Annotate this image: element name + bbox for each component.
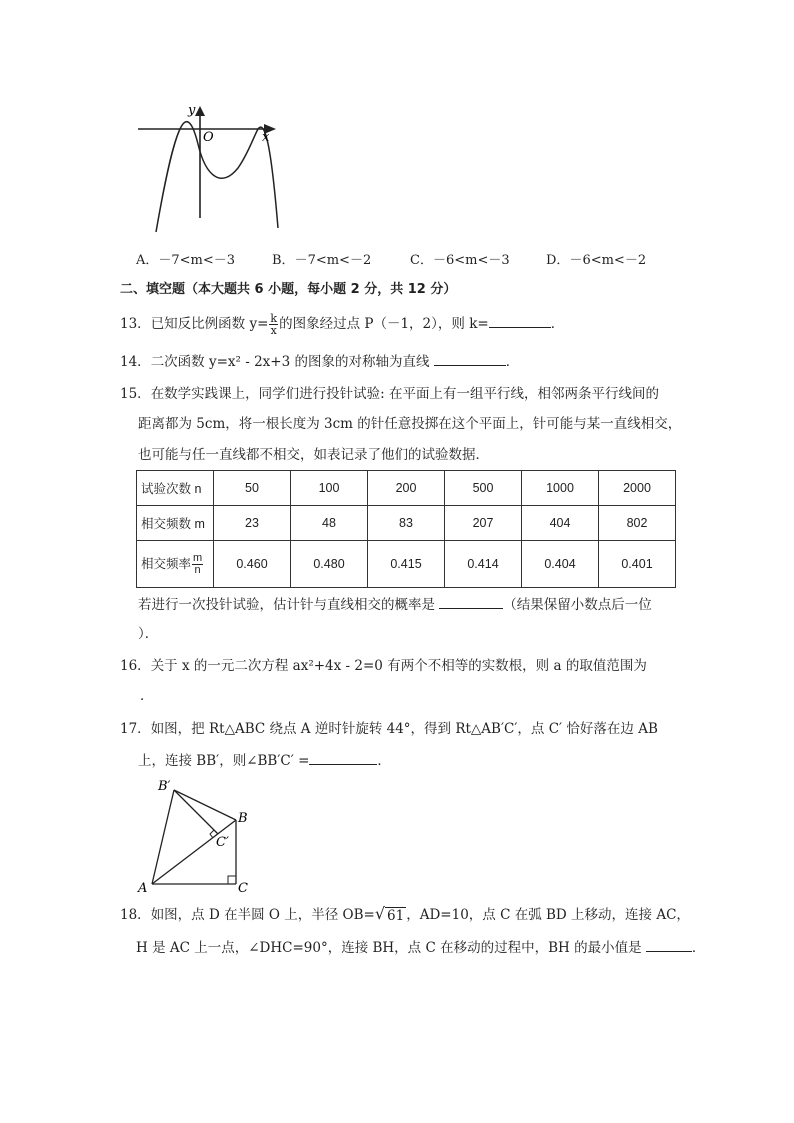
option-letter: B． xyxy=(272,253,295,268)
label-A: A xyxy=(138,881,148,896)
table-cell: 1000 xyxy=(522,471,599,506)
y-axis-arrow xyxy=(195,106,205,116)
table-cell: 802 xyxy=(599,506,676,541)
table-row xyxy=(137,471,676,506)
option-d[interactable] xyxy=(546,249,646,268)
right-angle-c xyxy=(228,876,236,884)
parabola-graph xyxy=(130,96,290,236)
row-label-hits: 相交频数 m xyxy=(137,506,214,541)
question-15-line3: 也可能与任一直线都不相交，如表记录了他们的试验数据． xyxy=(138,447,489,463)
table-cell: 2000 xyxy=(599,471,676,506)
table-cell: 83 xyxy=(368,506,445,541)
question-16-line1 xyxy=(120,656,647,676)
q13-pre: 已知反比例函数 y= xyxy=(150,316,269,332)
table-cell: 0.404 xyxy=(522,541,599,588)
frac-den: n xyxy=(194,563,201,576)
question-15-line2: 距离都为 5cm，将一根长度为 3cm 的针任意投掷在这个平面上，针可能与某一直线相交， xyxy=(138,416,682,432)
question-13 xyxy=(120,313,564,336)
question-17-line2 xyxy=(138,750,391,771)
option-letter: A． xyxy=(136,253,159,268)
experiment-table xyxy=(136,470,676,588)
question-number: 14． xyxy=(120,354,151,370)
question-number: 16． xyxy=(120,658,151,674)
question-15-after2: ）． xyxy=(138,626,159,642)
radicand: 61 xyxy=(387,908,405,924)
table-cell: 48 xyxy=(291,506,368,541)
q17-line2: 上，连接 BB′，则∠BB′C′ = xyxy=(138,753,310,769)
question-number: 17． xyxy=(120,721,151,737)
answer-blank-17[interactable] xyxy=(309,750,377,765)
frac-num: k xyxy=(270,312,278,325)
question-15-line1 xyxy=(120,384,659,404)
table-cell: 100 xyxy=(291,471,368,506)
q13-end: ． xyxy=(550,316,565,332)
label-C: C xyxy=(238,881,248,896)
question-16-line2: ． xyxy=(140,688,154,704)
label-B: B xyxy=(238,811,248,826)
option-c[interactable] xyxy=(410,249,510,268)
row-label-trials: 试验次数 n xyxy=(137,471,214,506)
q17-line1: 如图，把 Rt△ABC 绕点 A 逆时针旋转 44°，得到 Rt△AB′C′，点 C′ 恰好落在边 AB xyxy=(150,721,658,737)
origin-label: O xyxy=(203,130,214,145)
rotation-figure xyxy=(130,774,260,898)
segment-BB-prime xyxy=(174,790,236,820)
q18-line1a: 如图，点 D 在半圆 O 上，半径 OB= xyxy=(150,907,375,923)
table-cell: 207 xyxy=(445,506,522,541)
option-b[interactable] xyxy=(272,249,371,268)
q18-end: ． xyxy=(691,940,706,956)
table-cell: 23 xyxy=(214,506,291,541)
q15-line1: 在数学实践课上，同学们进行投针试验: 在平面上有一组平行线，相邻两条平行线间的 xyxy=(150,386,660,402)
table-cell: 404 xyxy=(522,506,599,541)
q15-after1: 若进行一次投针试验，估计针与直线相交的概率是 xyxy=(138,597,435,613)
option-text: －6<m<－2 xyxy=(569,253,647,268)
table-cell: 0.415 xyxy=(368,541,445,588)
q14-text: 二次函数 y=x² - 2x+3 的图象的对称轴为直线 xyxy=(150,354,430,370)
question-18-line2 xyxy=(136,937,705,958)
answer-blank-13[interactable] xyxy=(489,313,551,328)
graph-curve xyxy=(156,122,278,232)
table-cell: 50 xyxy=(214,471,291,506)
option-a[interactable] xyxy=(136,249,235,268)
question-number: 18． xyxy=(120,907,151,923)
table-row xyxy=(137,506,676,541)
table-cell: 0.480 xyxy=(291,541,368,588)
question-18-line1 xyxy=(120,904,690,925)
freq-label: 相交频率 xyxy=(141,556,192,571)
row-label-frequency xyxy=(137,541,214,588)
q15-after1b: （结果保留小数点后一位 xyxy=(503,597,652,613)
question-number: 13． xyxy=(120,316,151,332)
q17-end: ． xyxy=(377,753,391,769)
fraction-m-over-n xyxy=(192,553,203,576)
table-row xyxy=(137,541,676,588)
fraction-k-over-x xyxy=(269,313,278,336)
y-axis-label: y xyxy=(188,103,196,118)
q18-line1b: ，AD=10，点 C 在弧 BD 上移动，连接 AC， xyxy=(406,907,690,923)
q16-line1: 关于 x 的一元二次方程 ax²+4x - 2=0 有两个不相等的实数根，则 a 的取值范围为 xyxy=(150,658,647,674)
frac-num: m xyxy=(193,551,203,564)
q18-line2: H 是 AC 上一点，∠DHC=90°，连接 BH，点 C 在移动的过程中，BH 的最小值是 xyxy=(136,940,642,956)
label-C-prime: C′ xyxy=(216,835,229,850)
option-text: －7<m<－2 xyxy=(294,253,372,268)
option-letter: C． xyxy=(410,253,433,268)
sqrt-expression xyxy=(375,904,406,924)
q13-post: 的图象经过点 P（－1，2），则 k= xyxy=(279,316,489,332)
table-cell: 0.401 xyxy=(599,541,676,588)
table-cell: 0.414 xyxy=(445,541,522,588)
table-cell: 500 xyxy=(445,471,522,506)
label-B-prime: B′ xyxy=(158,779,171,794)
answer-blank-15[interactable] xyxy=(439,594,503,609)
question-number: 15． xyxy=(120,386,151,402)
option-text: －7<m<－3 xyxy=(158,253,236,268)
segment-B-prime-C-prime xyxy=(174,790,218,834)
table-cell: 200 xyxy=(368,471,445,506)
section-heading: 二、填空题（本大题共 6 小题，每小题 2 分，共 12 分） xyxy=(120,282,457,297)
question-17-line1 xyxy=(120,719,658,739)
radical-sign: √ xyxy=(374,904,386,923)
option-letter: D． xyxy=(546,253,570,268)
option-text: －6<m<－3 xyxy=(432,253,510,268)
frac-den: x xyxy=(270,324,277,337)
answer-blank-14[interactable] xyxy=(434,351,506,366)
table-cell: 0.460 xyxy=(214,541,291,588)
question-15-after1 xyxy=(138,594,652,615)
x-axis-label: x xyxy=(262,130,270,145)
question-14 xyxy=(120,351,519,372)
answer-blank-18[interactable] xyxy=(646,937,692,952)
q14-end: ． xyxy=(505,354,520,370)
